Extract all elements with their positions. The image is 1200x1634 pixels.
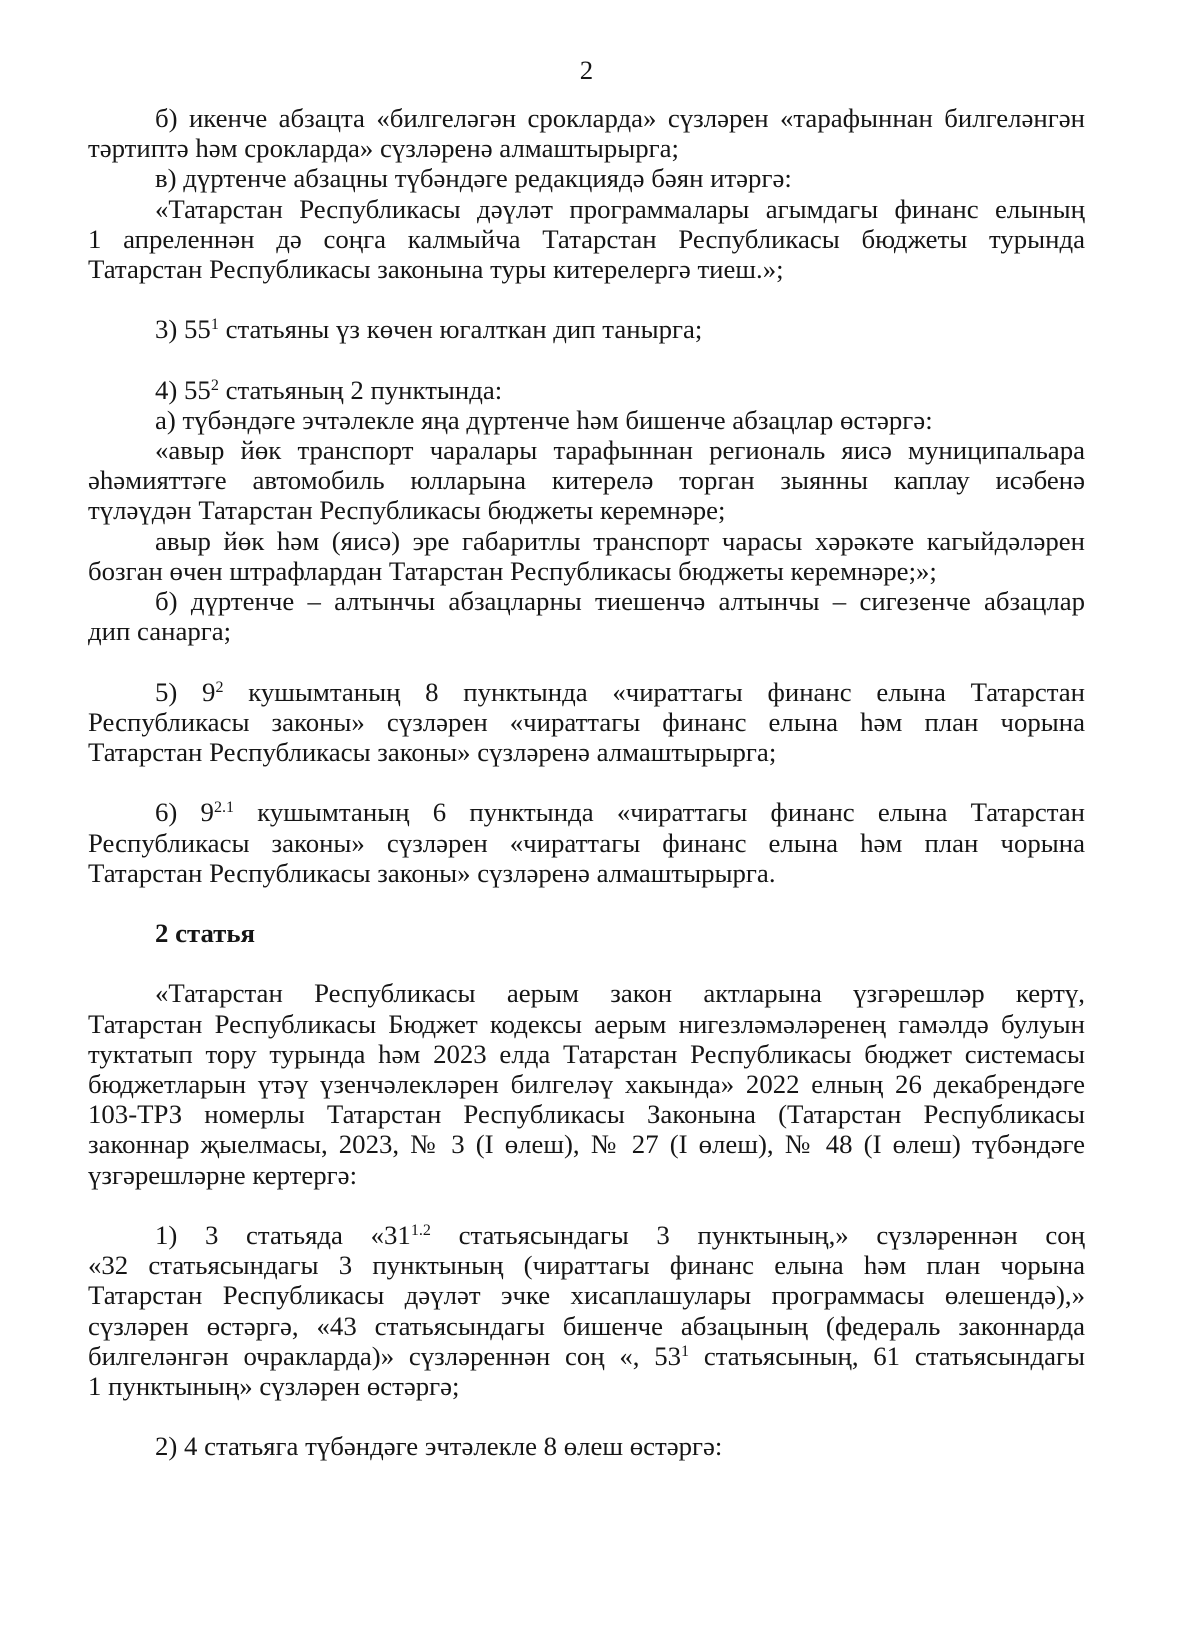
text-line: 1 апреленнән дә соңга калмыйча Татарстан Республикасы бюджеты турында bbox=[88, 223, 1085, 254]
paragraph-quoted-text bbox=[88, 526, 1085, 586]
paragraph-quoted-text bbox=[88, 194, 1085, 285]
text-line: түләүдән Татарстан Республикасы бюджеты керемнәре; bbox=[88, 495, 726, 526]
line-text: 3) 55 bbox=[155, 314, 211, 345]
text-line bbox=[88, 1220, 1085, 1250]
paragraph-item-v-new-wording bbox=[88, 163, 1085, 193]
text-line: 2) 4 статьяга түбәндәге эчтәлекле 8 өлеш өстәргә: bbox=[155, 1431, 723, 1462]
superscript: 2 bbox=[215, 678, 224, 696]
superscript: 2 bbox=[210, 376, 219, 394]
text-line: «32 статьясындагы 3 пунктының (чираттагы финанс елына һәм план чорына bbox=[88, 1250, 1085, 1281]
text-line: авыр йөк һәм (яисә) эре габаритлы транспорт чарасы хәрәкәте кагыйдәләрен bbox=[155, 525, 1085, 556]
document-body bbox=[88, 103, 1085, 1461]
line-text: 4) 55 bbox=[155, 374, 211, 405]
text-line: сүзләрен өстәргә, «43 статьясындагы бишенче абзацының (федераль законнарда bbox=[88, 1310, 1085, 1341]
paragraph-article-2-intro bbox=[88, 978, 1085, 1189]
line-text: билгеләнгән очракларда)» сүзләреннән соң «, 53 bbox=[88, 1340, 682, 1371]
paragraph-item-4 bbox=[88, 375, 1085, 405]
superscript: 1.2 bbox=[410, 1222, 431, 1240]
text-line: әһәмияттәге автомобиль юлларына китерелә торган зыянны каплау исәбенә bbox=[88, 465, 1085, 496]
line-text: кушымтаның 6 пунктында «чираттагы финанс елына Татарстан bbox=[234, 797, 1085, 828]
text-line: бюджетларын үтәү үзенчәлекләрен билгеләү хакында» 2022 елның 26 декабрендәге bbox=[88, 1069, 1085, 1099]
blank-line bbox=[88, 345, 1085, 375]
text-line bbox=[88, 677, 1085, 707]
paragraph-quoted-text bbox=[88, 435, 1085, 526]
text-line: 103-ТРЗ номерлы Татарстан Республикасы Законына (Татарстан Республикасы bbox=[88, 1099, 1085, 1130]
text-line: Татарстан Республикасы законы» сүзләренә алмаштырырга; bbox=[88, 736, 777, 767]
blank-line bbox=[88, 948, 1085, 978]
text-line: а) түбәндәге эчтәлекле яңа дүртенче һәм бишенче абзацлар өстәргә: bbox=[155, 404, 933, 435]
text-line: Татарстан Республикасы законы» сүзләренә алмаштырырга. bbox=[88, 857, 776, 888]
blank-line bbox=[88, 1401, 1085, 1431]
blank-line bbox=[88, 646, 1085, 676]
line-text: 5) 9 bbox=[155, 676, 216, 707]
line-text: кушымтаның 8 пунктында «чираттагы финанс елына Татарстан bbox=[223, 676, 1085, 707]
text-line: «Татарстан Республикасы аерым закон актларына үзгәрешләр кертү, bbox=[155, 978, 1085, 1009]
blank-line bbox=[88, 1190, 1085, 1220]
text-line: туктатып тору турында һәм 2023 елда Татарстан Республикасы бюджет системасы bbox=[88, 1038, 1085, 1069]
line-text: 1) 3 статьяда «31 bbox=[155, 1219, 411, 1250]
text-line: Республикасы законы» сүзләрен «чираттагы финанс елына һәм план чорына bbox=[88, 706, 1085, 737]
superscript: 1 bbox=[210, 316, 219, 334]
line-text: статьясының, 61 статьясындагы bbox=[689, 1340, 1085, 1371]
text-line: «авыр йөк транспорт чаралары тарафыннан региональ яисә муниципальара bbox=[155, 435, 1085, 466]
line-text: статьяны үз көчен югалткан дип танырга; bbox=[218, 314, 703, 345]
text-line: законнар җыелмасы, 2023, № 3 (I өлеш), № 27 (I өлеш), № 48 (I өлеш) түбәндәге bbox=[88, 1129, 1085, 1160]
text-line bbox=[88, 314, 1085, 344]
paragraph-item-b-replace-words bbox=[88, 103, 1085, 163]
blank-line bbox=[88, 284, 1085, 314]
text-line: Республикасы законы» сүзләрен «чираттагы финанс елына һәм план чорына bbox=[88, 827, 1085, 858]
text-line: үзгәрешләрне кертергә: bbox=[88, 1159, 358, 1190]
text-line: Татарстан Республикасы Бюджет кодексы аерым нигезләмәләренең гамәлдә булуын bbox=[88, 1008, 1085, 1039]
article-heading: 2 статья bbox=[155, 918, 256, 949]
superscript: 2.1 bbox=[213, 799, 235, 817]
paragraph-item-3 bbox=[88, 314, 1085, 344]
blank-line bbox=[88, 767, 1085, 797]
text-line: дип санарга; bbox=[88, 616, 232, 647]
text-line: б) дүртенче – алтынчы абзацларны тиешенчә алтынчы – сигезенче абзацлар bbox=[155, 586, 1085, 616]
text-line: «Татарстан Республикасы дәүләт программалары агымдагы финанс елының bbox=[155, 193, 1085, 224]
text-line: Татарстан Республикасы дәүләт эчке хисаплашулары программасы өлешендә),» bbox=[88, 1280, 1085, 1311]
text-line bbox=[88, 375, 1085, 405]
line-text: статьясындагы 3 пунктының,» сүзләреннән соң bbox=[430, 1219, 1085, 1250]
paragraph-article-2-item-2 bbox=[88, 1431, 1085, 1461]
line-text: статьяның 2 пунктында: bbox=[218, 374, 503, 405]
text-line: в) дүртенче абзацны түбәндәге редакциядә бәян итәргә: bbox=[155, 163, 792, 194]
text-line bbox=[88, 797, 1085, 827]
paragraph-item-a-add-paragraphs bbox=[88, 405, 1085, 435]
line-text: 6) 9 bbox=[155, 797, 214, 828]
paragraph-item-5 bbox=[88, 677, 1085, 768]
text-line: бозган өчен штрафлардан Татарстан Республикасы бюджеты керемнәре;»; bbox=[88, 555, 937, 586]
blank-line bbox=[88, 888, 1085, 918]
text-line: 1 пунктының» сүзләрен өстәргә; bbox=[88, 1370, 460, 1401]
page-number: 2 bbox=[579, 55, 594, 85]
paragraph-item-b-renumber bbox=[88, 586, 1085, 646]
superscript: 1 bbox=[681, 1342, 690, 1360]
text-line bbox=[88, 1341, 1085, 1371]
text-line: Татарстан Республикасы законына туры китерелергә тиеш.»; bbox=[88, 253, 784, 284]
paragraph-item-6 bbox=[88, 797, 1085, 888]
text-line: б) икенче абзацта «билгеләгән срокларда» сүзләрен «тарафыннан билгеләнгән bbox=[155, 103, 1085, 133]
paragraph-article-2-item-1 bbox=[88, 1220, 1085, 1401]
text-line: тәртиптә һәм срокларда» сүзләренә алмаштырырга; bbox=[88, 133, 679, 164]
